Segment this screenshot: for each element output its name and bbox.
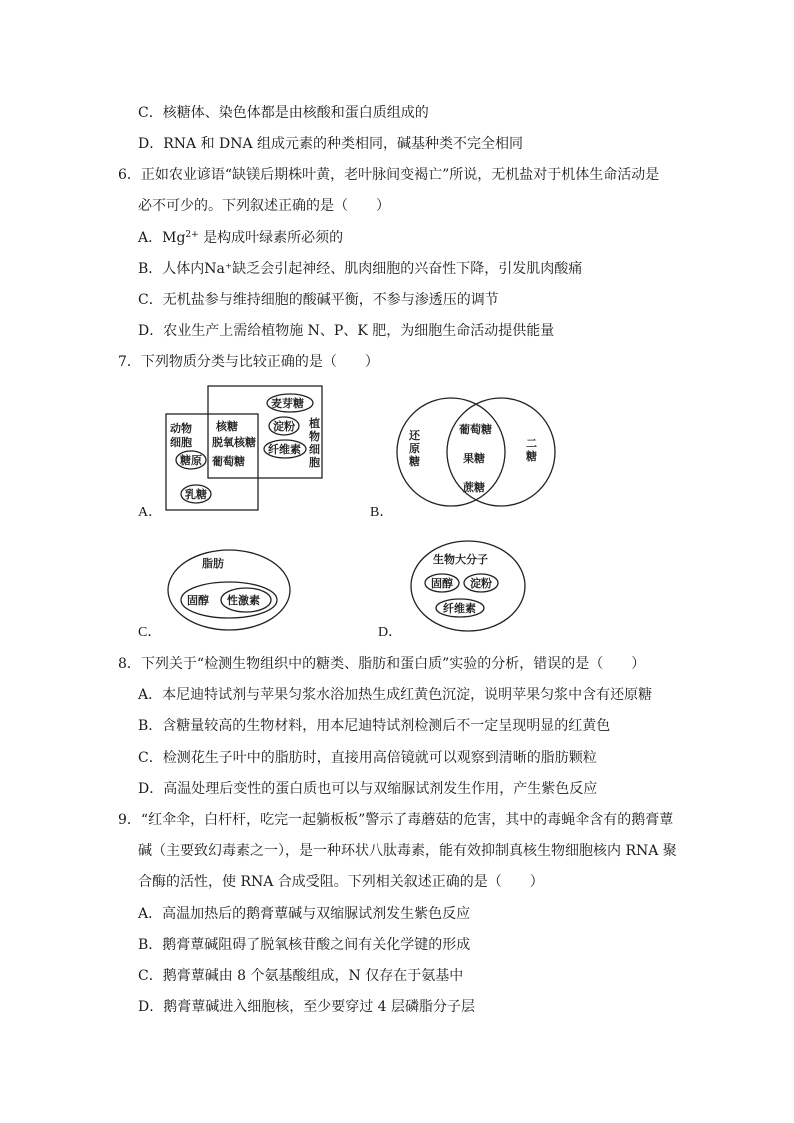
reducing-label-3: 糖 [409,455,420,468]
shared-deoxyribose: 脱氧核糖 [212,436,256,449]
diagram-c [164,546,296,636]
reducing-label-1: 还 [409,429,420,442]
q8-stem: 8．下列关于“检测生物组织中的糖类、脂肪和蛋白质”实验的分析，错误的是（ ） [118,656,646,672]
q6-stem-line-1: 6．正如农业谚语“缺镁后期株叶黄，老叶脉间变褐亡”所说，无机盐对于机体生命活动是 [118,167,660,183]
q6-stem-line-2: 必不可少的。下列叙述正确的是（ ） [138,198,390,214]
maltose-label: 麦芽糖 [271,397,304,410]
glucose-label: 葡萄糖 [459,423,492,436]
q7-label-a: A． [138,505,163,520]
q6-option-d: D．农业生产上需给植物施 N、P、K 肥，为细胞生命活动提供能量 [138,323,555,339]
q9-stem-line-2: 碱（主要致幻毒素之一），是一种环状八肽毒素，能有效抑制真核生物细胞核内 RNA 聚 [138,843,677,859]
disaccharide-label-2: 糖 [526,450,537,463]
disaccharide-label-1: 二 [526,437,537,450]
q5-option-d: D．RNA 和 DNA 组成元素的种类相同，碱基种类不完全相同 [138,136,524,152]
fructose-label: 果糖 [463,452,485,465]
q9-option-b: B．鹅膏蕈碱阻碍了脱氧核苷酸之间有关化学键的形成 [138,937,471,953]
q8-option-c: C．检测花生子叶中的脂肪时，直接用高倍镜就可以观察到清晰的脂肪颗粒 [138,750,597,766]
animal-label-2: 细胞 [170,436,192,449]
sterol-label-d: 固醇 [431,577,453,590]
reducing-label-2: 原 [409,442,420,455]
q6-option-a-pre: A．Mg [138,230,186,246]
diagram-a [160,384,330,516]
q7-label-c: C． [138,625,162,640]
sucrose-label: 蔗糖 [463,481,485,494]
q7-label-d: D． [378,625,403,640]
q7-stem: 7．下列物质分类与比较正确的是（ ） [118,354,379,370]
q6-option-a [138,229,343,247]
hormone-label: 性激素 [227,594,260,607]
q6-option-a-post: 是构成叶绿素所必须的 [198,230,344,246]
plant-label-2: 物 [309,430,320,443]
q9-option-d: D．鹅膏蕈碱进入细胞核，至少要穿过 4 层磷脂分子层 [138,999,476,1015]
q9-option-c: C．鹅膏蕈碱由 8 个氨基酸组成，N 仅存在于氨基中 [138,968,464,984]
q9-option-a: A．高温加热后的鹅膏蕈碱与双缩脲试剂发生紫色反应 [138,906,471,922]
glycogen-label: 糖原 [180,454,202,467]
diagram-d [406,536,531,636]
shared-ribose: 核糖 [216,420,238,433]
shared-glucose: 葡萄糖 [212,455,245,468]
diagram-b [395,392,560,512]
plant-label-1: 植 [309,417,320,430]
cellulose-label-d: 纤维素 [443,602,476,615]
plant-label-3: 细 [309,443,320,456]
q9-stem-line-3: 合酶的活性，使 RNA 合成受阻。下列相关叙述正确的是（ ） [138,874,544,890]
lactose-label: 乳糖 [185,488,207,501]
cellulose-label: 纤维素 [268,443,301,456]
q6-option-b: B．人体内Na⁺缺乏会引起神经、肌肉细胞的兴奋性下降，引发肌肉酸痛 [138,261,583,277]
q6-option-c: C．无机盐参与维持细胞的酸碱平衡，不参与渗透压的调节 [138,292,499,308]
macromolecule-label: 生物大分子 [433,553,488,566]
q7-label-b: B． [370,505,394,520]
q9-stem-line-1: 9．“红伞伞，白杆杆，吃完一起躺板板”警示了毒蘑菇的危害，其中的毒蝇伞含有的鹅膏蕈 [118,812,674,828]
q8-option-a: A．本尼迪特试剂与苹果匀浆水浴加热生成红黄色沉淀，说明苹果匀浆中含有还原糖 [138,687,653,703]
q8-option-b: B．含糖量较高的生物材料，用本尼迪特试剂检测后不一定呈现明显的红黄色 [138,718,611,734]
q5-option-c: C．核糖体、染色体都是由核酸和蛋白质组成的 [138,105,429,121]
q8-option-d: D．高温处理后变性的蛋白质也可以与双缩脲试剂发生作用，产生紫色反应 [138,781,598,797]
q6-option-a-sup: 2+ [185,230,199,240]
sterol-label: 固醇 [187,594,209,607]
plant-label-4: 胞 [309,456,320,469]
starch-label-d: 淀粉 [470,577,492,590]
animal-label-1: 动物 [170,422,192,435]
starch-label: 淀粉 [273,420,295,433]
fat-label: 脂肪 [202,557,224,570]
